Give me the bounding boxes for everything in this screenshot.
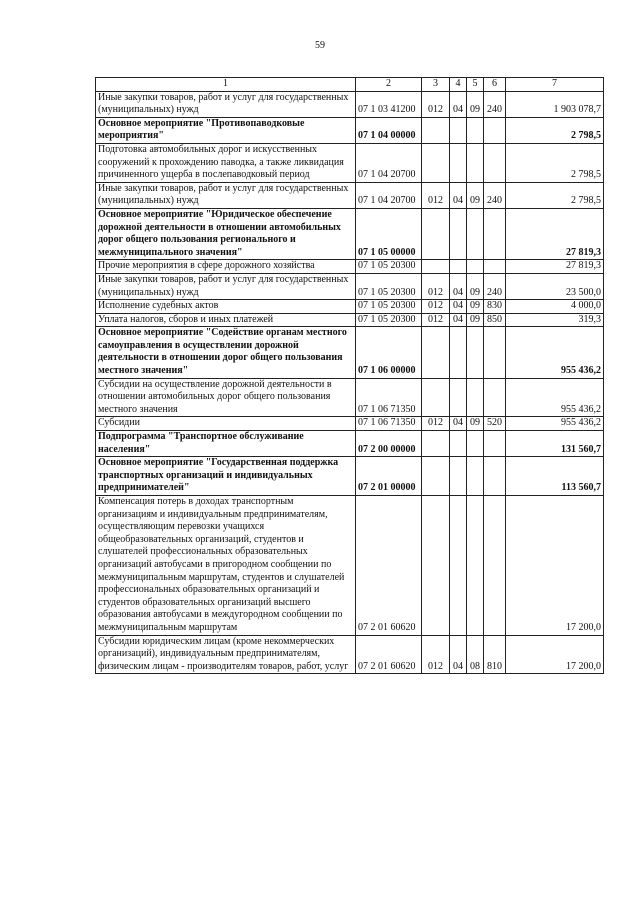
section-cell: 04 — [450, 91, 467, 117]
section-cell — [450, 143, 467, 182]
target-code-cell: 07 1 05 00000 — [356, 208, 422, 259]
item-name-cell: Субсидии юридическим лицам (кроме некоммерческих организаций), индивидуальным предпринимателям, физическим лицам - производителям товаров, работ, услуг — [96, 635, 356, 674]
item-name-cell: Основное мероприятие "Содействие органам местного самоуправления в осуществлении дорожной деятельности в отношении дорог общего пользования местного значения" — [96, 327, 356, 378]
amount-cell: 319,3 — [506, 313, 604, 327]
target-code-cell: 07 1 05 20300 — [356, 313, 422, 327]
expense-type-cell — [484, 457, 506, 496]
table-row — [96, 208, 604, 259]
section-cell: 04 — [450, 300, 467, 314]
subsection-cell — [467, 208, 484, 259]
amount-cell: 17 200,0 — [506, 635, 604, 674]
expense-type-cell: 850 — [484, 313, 506, 327]
table-row — [96, 143, 604, 182]
amount-cell: 4 000,0 — [506, 300, 604, 314]
expense-type-cell — [484, 208, 506, 259]
subsection-cell — [467, 431, 484, 457]
ministry-code-cell — [422, 143, 450, 182]
header-cell: 6 — [484, 78, 506, 92]
expense-type-cell: 810 — [484, 635, 506, 674]
expense-type-cell: 240 — [484, 91, 506, 117]
table-row — [96, 313, 604, 327]
target-code-cell: 07 2 01 00000 — [356, 457, 422, 496]
subsection-cell — [467, 496, 484, 636]
target-code-cell: 07 1 06 00000 — [356, 327, 422, 378]
item-name-cell: Иные закупки товаров, работ и услуг для государственных (муниципальных) нужд — [96, 273, 356, 299]
table-row — [96, 417, 604, 431]
item-name-cell: Исполнение судебных актов — [96, 300, 356, 314]
item-name-cell: Иные закупки товаров, работ и услуг для государственных (муниципальных) нужд — [96, 182, 356, 208]
table-row — [96, 117, 604, 143]
subsection-cell: 09 — [467, 182, 484, 208]
item-name-cell: Иные закупки товаров, работ и услуг для государственных (муниципальных) нужд — [96, 91, 356, 117]
section-cell: 04 — [450, 417, 467, 431]
amount-cell: 131 560,7 — [506, 431, 604, 457]
expense-type-cell — [484, 327, 506, 378]
ministry-code-cell: 012 — [422, 635, 450, 674]
amount-cell: 955 436,2 — [506, 378, 604, 417]
ministry-code-cell: 012 — [422, 313, 450, 327]
subsection-cell: 09 — [467, 273, 484, 299]
section-cell — [450, 457, 467, 496]
ministry-code-cell — [422, 431, 450, 457]
ministry-code-cell: 012 — [422, 182, 450, 208]
ministry-code-cell — [422, 117, 450, 143]
expense-type-cell: 830 — [484, 300, 506, 314]
subsection-cell: 09 — [467, 300, 484, 314]
amount-cell: 27 819,3 — [506, 260, 604, 274]
expense-type-cell: 240 — [484, 182, 506, 208]
target-code-cell: 07 1 04 20700 — [356, 143, 422, 182]
ministry-code-cell: 012 — [422, 91, 450, 117]
target-code-cell: 07 1 04 20700 — [356, 182, 422, 208]
section-cell — [450, 117, 467, 143]
section-cell: 04 — [450, 635, 467, 674]
expense-type-cell: 520 — [484, 417, 506, 431]
section-cell — [450, 260, 467, 274]
amount-cell: 17 200,0 — [506, 496, 604, 636]
subsection-cell — [467, 378, 484, 417]
page-number: 59 — [315, 40, 325, 51]
header-cell: 4 — [450, 78, 467, 92]
target-code-cell: 07 1 03 41200 — [356, 91, 422, 117]
subsection-cell: 09 — [467, 91, 484, 117]
table-row — [96, 327, 604, 378]
expense-type-cell — [484, 260, 506, 274]
subsection-cell: 08 — [467, 635, 484, 674]
table-row — [96, 635, 604, 674]
amount-cell: 2 798,5 — [506, 182, 604, 208]
item-name-cell: Субсидии — [96, 417, 356, 431]
subsection-cell — [467, 117, 484, 143]
target-code-cell: 07 1 04 00000 — [356, 117, 422, 143]
item-name-cell: Субсидии на осуществление дорожной деятельности в отношении автомобильных дорог общего пользования местного значения — [96, 378, 356, 417]
header-cell: 3 — [422, 78, 450, 92]
target-code-cell: 07 2 00 00000 — [356, 431, 422, 457]
header-cell: 5 — [467, 78, 484, 92]
item-name-cell: Основное мероприятие "Противопаводковые мероприятия" — [96, 117, 356, 143]
amount-cell: 113 560,7 — [506, 457, 604, 496]
ministry-code-cell — [422, 378, 450, 417]
table-row — [96, 273, 604, 299]
subsection-cell — [467, 143, 484, 182]
table-row — [96, 300, 604, 314]
amount-cell: 27 819,3 — [506, 208, 604, 259]
table-row — [96, 378, 604, 417]
subsection-cell: 09 — [467, 313, 484, 327]
target-code-cell: 07 2 01 60620 — [356, 635, 422, 674]
item-name-cell: Подготовка автомобильных дорог и искусственных сооружений к прохождению паводка, а также ликвидация причиненного ущерба в послепаводковый период — [96, 143, 356, 182]
target-code-cell: 07 1 05 20300 — [356, 260, 422, 274]
amount-cell: 1 903 078,7 — [506, 91, 604, 117]
header-cell: 1 — [96, 78, 356, 92]
section-cell: 04 — [450, 313, 467, 327]
item-name-cell: Прочие мероприятия в сфере дорожного хозяйства — [96, 260, 356, 274]
header-cell: 7 — [506, 78, 604, 92]
subsection-cell — [467, 327, 484, 378]
section-cell — [450, 378, 467, 417]
target-code-cell: 07 1 06 71350 — [356, 378, 422, 417]
item-name-cell: Основное мероприятие "Юридическое обеспечение дорожной деятельности в отношении автомобильных дорог общего пользования регионального и межмуниципального значения" — [96, 208, 356, 259]
table-header-row — [96, 78, 604, 92]
expense-type-cell — [484, 143, 506, 182]
item-name-cell: Основное мероприятие "Государственная поддержка транспортных организаций и индивидуальных предпринимателей" — [96, 457, 356, 496]
section-cell — [450, 496, 467, 636]
subsection-cell: 09 — [467, 417, 484, 431]
table-row — [96, 260, 604, 274]
amount-cell: 955 436,2 — [506, 417, 604, 431]
table-row — [96, 182, 604, 208]
target-code-cell: 07 1 05 20300 — [356, 300, 422, 314]
ministry-code-cell — [422, 260, 450, 274]
table-row — [96, 496, 604, 636]
item-name-cell: Подпрограмма "Транспортное обслуживание населения" — [96, 431, 356, 457]
table-row — [96, 431, 604, 457]
amount-cell: 2 798,5 — [506, 117, 604, 143]
section-cell — [450, 208, 467, 259]
table-row — [96, 91, 604, 117]
amount-cell: 23 500,0 — [506, 273, 604, 299]
amount-cell: 955 436,2 — [506, 327, 604, 378]
section-cell: 04 — [450, 273, 467, 299]
budget-table — [95, 77, 604, 674]
subsection-cell — [467, 457, 484, 496]
item-name-cell: Уплата налогов, сборов и иных платежей — [96, 313, 356, 327]
target-code-cell: 07 1 06 71350 — [356, 417, 422, 431]
ministry-code-cell — [422, 208, 450, 259]
amount-cell: 2 798,5 — [506, 143, 604, 182]
ministry-code-cell — [422, 327, 450, 378]
target-code-cell: 07 2 01 60620 — [356, 496, 422, 636]
ministry-code-cell — [422, 496, 450, 636]
ministry-code-cell: 012 — [422, 300, 450, 314]
ministry-code-cell: 012 — [422, 273, 450, 299]
item-name-cell: Компенсация потерь в доходах транспортным организациям и индивидуальным предпринимателям, осуществляющим перевозки учащихся общеобразовательных организаций, студентов и слушателей профессиональных образовательных организаций автобусами в пригородном сообщении по межмуниципальным маршрутам, студентов и слушателей профессиональных образовательных организаций и студентов образовательных организаций высшего образования автобусами в междугородном сообщении по межмуниципальным маршрутам — [96, 496, 356, 636]
expense-type-cell: 240 — [484, 273, 506, 299]
expense-type-cell — [484, 496, 506, 636]
expense-type-cell — [484, 431, 506, 457]
table-row — [96, 457, 604, 496]
expense-type-cell — [484, 378, 506, 417]
ministry-code-cell: 012 — [422, 417, 450, 431]
subsection-cell — [467, 260, 484, 274]
header-cell: 2 — [356, 78, 422, 92]
target-code-cell: 07 1 05 20300 — [356, 273, 422, 299]
section-cell — [450, 327, 467, 378]
section-cell — [450, 431, 467, 457]
section-cell: 04 — [450, 182, 467, 208]
ministry-code-cell — [422, 457, 450, 496]
expense-type-cell — [484, 117, 506, 143]
